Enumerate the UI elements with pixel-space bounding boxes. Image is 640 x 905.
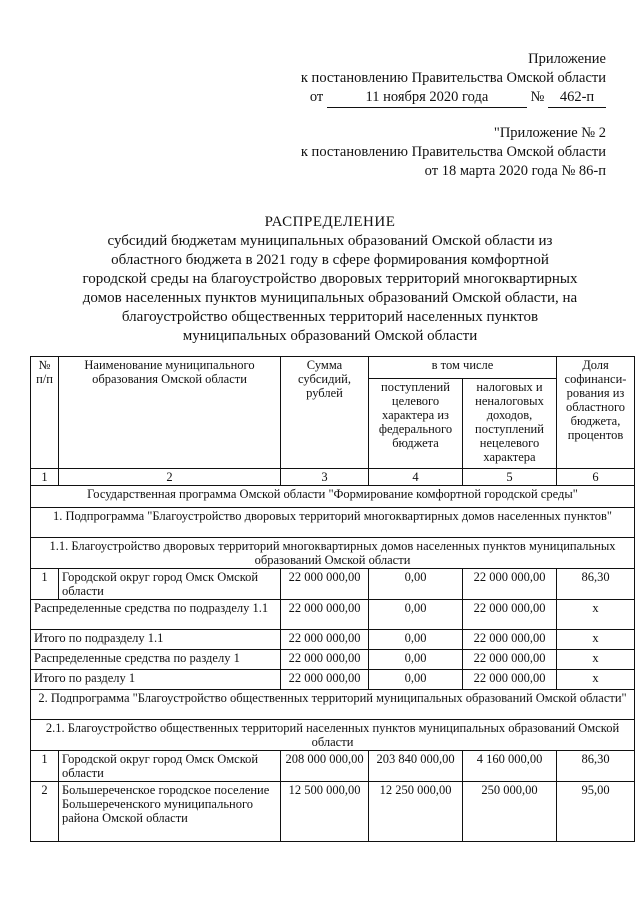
row-num: 1: [31, 751, 59, 782]
total-tax: 22 000 000,00: [463, 670, 557, 690]
row-num: 2: [31, 782, 59, 842]
header-sum: Сумма субсидий, рублей: [281, 357, 369, 469]
total-tax: 22 000 000,00: [463, 650, 557, 670]
row-num: 1: [31, 569, 59, 600]
total-row: [31, 600, 635, 630]
resolution-date-line: [246, 88, 606, 108]
total-federal: 0,00: [369, 670, 463, 690]
subsection-1-1-title: 1.1. Благоустройство дворовых территорий многоквартирных домов населенных пунктов муниципальных образований Омской области: [31, 538, 635, 569]
total-share: х: [557, 670, 635, 690]
date-prefix: от: [309, 89, 324, 105]
subprogram-row: [31, 690, 635, 720]
row-name: Городской округ город Омск Омской области: [59, 569, 281, 600]
total-name: Итого по подразделу 1.1: [31, 630, 281, 650]
row-share: 86,30: [557, 751, 635, 782]
appendix-label: Приложение: [528, 51, 606, 67]
table-row: [31, 569, 635, 600]
total-sum: 22 000 000,00: [281, 650, 369, 670]
header-share: Доля софинанси-рования из областного бюджета, процентов: [557, 357, 635, 469]
title-line: домов населенных пунктов муниципальных образований Омской области, на: [82, 290, 578, 306]
table-row: [31, 782, 635, 842]
row-tax: 22 000 000,00: [463, 569, 557, 600]
row-federal: 203 840 000,00: [369, 751, 463, 782]
column-number: 1: [31, 469, 59, 486]
total-sum: 22 000 000,00: [281, 670, 369, 690]
total-row: [31, 670, 635, 690]
header-num: № п/п: [31, 357, 59, 469]
subprogram-row: [31, 508, 635, 538]
total-name: Итого по разделу 1: [31, 670, 281, 690]
row-sum: 12 500 000,00: [281, 782, 369, 842]
row-federal: 12 250 000,00: [369, 782, 463, 842]
appendix2-label: "Приложение № 2: [493, 125, 606, 141]
title-main: РАСПРЕДЕЛЕНИЕ: [264, 214, 396, 230]
appendix2-header: [246, 124, 606, 181]
program-row: [31, 486, 635, 508]
column-number: 3: [281, 469, 369, 486]
total-tax: 22 000 000,00: [463, 600, 557, 630]
title-line: благоустройство общественных территорий населенных пунктов: [121, 309, 539, 325]
header-name: Наименование муниципального образования Омской области: [59, 357, 281, 469]
row-federal: 0,00: [369, 569, 463, 600]
column-number: 6: [557, 469, 635, 486]
row-name: Большереченское городское поселение Большереченского муниципального района Омской области: [59, 782, 281, 842]
total-row: [31, 630, 635, 650]
header-federal: поступлений целевого характера из федерального бюджета: [369, 379, 463, 469]
title-line: субсидий бюджетам муниципальных образований Омской области из: [107, 233, 553, 249]
title-line: муниципальных образований Омской области: [182, 328, 478, 344]
row-share: 86,30: [557, 569, 635, 600]
column-number: 2: [59, 469, 281, 486]
total-federal: 0,00: [369, 600, 463, 630]
column-number-row: [31, 469, 635, 486]
total-share: х: [557, 630, 635, 650]
subprogram-1-title: 1. Подпрограмма "Благоустройство дворовых территорий многоквартирных домов населенных пунктов": [31, 508, 635, 538]
row-name: Городской округ город Омск Омской области: [59, 751, 281, 782]
resolution2-reference: к постановлению Правительства Омской области: [300, 144, 606, 160]
resolution-reference: к постановлению Правительства Омской области: [300, 70, 606, 86]
subsection-row: [31, 720, 635, 751]
total-federal: 0,00: [369, 630, 463, 650]
total-row: [31, 650, 635, 670]
total-tax: 22 000 000,00: [463, 630, 557, 650]
total-share: х: [557, 600, 635, 630]
header-including: в том числе: [369, 357, 557, 379]
row-sum: 208 000 000,00: [281, 751, 369, 782]
resolution-date: 11 ноября 2020 года: [327, 88, 527, 108]
resolution-number: 462-п: [548, 88, 606, 108]
total-federal: 0,00: [369, 650, 463, 670]
header-tax: налоговых и неналоговых доходов, поступлений нецелевого характера: [463, 379, 557, 469]
row-tax: 4 160 000,00: [463, 751, 557, 782]
total-name: Распределенные средства по подразделу 1.1: [31, 600, 281, 630]
number-sign: №: [530, 89, 545, 105]
row-share: 95,00: [557, 782, 635, 842]
subprogram-2-title: 2. Подпрограмма "Благоустройство общественных территорий муниципальных образований Омской области": [31, 690, 635, 720]
total-sum: 22 000 000,00: [281, 600, 369, 630]
title-line: городской среды на благоустройство дворовых территорий многоквартирных: [82, 271, 578, 287]
distribution-table: [30, 356, 635, 842]
column-number: 5: [463, 469, 557, 486]
header-row: [31, 357, 635, 379]
total-sum: 22 000 000,00: [281, 630, 369, 650]
column-number: 4: [369, 469, 463, 486]
row-tax: 250 000,00: [463, 782, 557, 842]
program-title: Государственная программа Омской области "Формирование комфортной городской среды": [31, 486, 635, 508]
total-share: х: [557, 650, 635, 670]
resolution2-date-line: от 18 марта 2020 года № 86-п: [424, 163, 606, 179]
title-line: областного бюджета в 2021 году в сфере формирования комфортной: [111, 252, 549, 268]
appendix-header: [246, 50, 606, 108]
table-row: [31, 751, 635, 782]
subsection-2-1-title: 2.1. Благоустройство общественных территорий населенных пунктов муниципальных образований Омской области: [31, 720, 635, 751]
subsection-row: [31, 538, 635, 569]
document-title: [60, 213, 600, 346]
row-sum: 22 000 000,00: [281, 569, 369, 600]
total-name: Распределенные средства по разделу 1: [31, 650, 281, 670]
